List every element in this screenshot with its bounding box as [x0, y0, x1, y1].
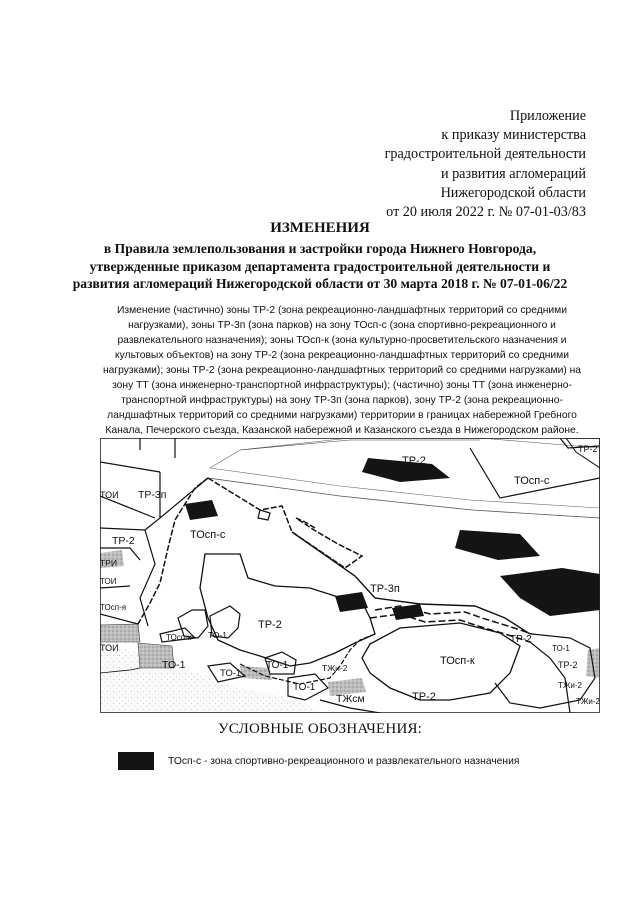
map-label: ТОИ: [100, 643, 119, 653]
map-label: ТЖи-2: [558, 681, 582, 690]
appendix-line: градостроительной деятельности: [384, 146, 586, 163]
document-subtitle: [40, 240, 600, 293]
appendix-line: к приказу министерства: [441, 127, 586, 144]
map-label: ТО-1: [162, 659, 186, 671]
description-line: Изменение (частично) зоны ТР-2 (зона рекреационно-ландшафтных территорий со средними: [116, 305, 568, 316]
appendix-block: [385, 107, 586, 222]
map-label: ТО-1: [552, 644, 570, 653]
description-line: зону ТТ (зона инженерно-транспортной инфраструктуры); (частично) зоны ТТ (зона инженерно-: [112, 380, 572, 391]
appendix-line: и развития агломераций: [440, 165, 586, 182]
description-line: транспортной инфраструктуры) на зону ТР-3п (зона парков), зону ТР-2 (зона рекреационно-: [121, 395, 563, 406]
appendix-line: от 20 июля 2022 г. № 07-01-03/83: [386, 204, 586, 221]
appendix-line: Нижегородской области: [440, 184, 586, 201]
zoning-map: [100, 438, 600, 713]
map-label: ТОИ: [100, 577, 117, 586]
map-label: ТОсп-к: [440, 655, 475, 667]
legend-item-text: ТОсп-с - зона спортивно-рекреационного и развлекательного назначения: [168, 755, 520, 767]
map-label: ТР-2: [558, 660, 578, 670]
map-label: ТЖсм: [336, 693, 365, 705]
map-label: ТОсп-с: [514, 475, 550, 487]
map-label: ТЖи-2: [322, 663, 348, 673]
document-title: ИЗМЕНЕНИЯ: [270, 220, 370, 236]
map-label: ТЖи-2: [576, 697, 600, 706]
legend-item: [118, 751, 519, 771]
description-line: нагрузками); зоны ТР-2 (зона рекреационно-ландшафтных территорий со средними нагрузками) на: [102, 365, 582, 376]
map-label: ТР-2: [258, 619, 282, 631]
map-label: ТОсп-с: [190, 529, 226, 541]
description-line: нагрузками), зоны ТР-3п (зона парков) на зону ТОсп-с (зона спортивно-рекреационного и: [128, 320, 556, 331]
map-label: ТР-2: [402, 455, 426, 467]
map-label: ТОсп-к: [166, 633, 192, 642]
map-label: ТРИ: [100, 558, 117, 568]
map-label: ТО-1: [220, 668, 242, 679]
description-line: Канала, Печерского съезда, Казанской набережной и Казанского съезда в Нижегородском районе.: [105, 425, 579, 436]
subtitle-line: развития агломераций Нижегородской области от 30 марта 2018 г. № 07-01-06/22: [72, 276, 568, 291]
change-description: [86, 303, 598, 438]
description-line: культовых объектов) на зону ТР-2 (зона рекреационно-ландшафтных территорий со средними: [115, 350, 569, 361]
grey-structure: [100, 624, 140, 642]
map-label: ТР-2: [112, 535, 135, 547]
subtitle-line: в Правила землепользования и застройки города Нижнего Новгорода,: [103, 241, 537, 256]
map-label: ТО-1: [208, 630, 227, 640]
map-label: ТОИ: [100, 490, 119, 500]
appendix-line: Приложение: [509, 108, 586, 124]
map-label: ТР-2: [510, 634, 532, 645]
map-label: ТО-1: [266, 660, 289, 671]
description-line: развлекательного назначения); зоны ТОсп-к (зона культурно-просветительского назначения и: [117, 335, 567, 346]
map-label: ТР-3п: [370, 583, 400, 595]
legend-heading: УСЛОВНЫЕ ОБОЗНАЧЕНИЯ:: [217, 721, 423, 737]
map-label: ТР-2: [412, 691, 436, 703]
subtitle-line: утвержденные приказом департамента градостроительной деятельности и: [89, 258, 551, 274]
description-line: ландшафтных территорий со средними нагрузками) территории в границах набережной Гребного: [107, 410, 577, 421]
map-label: ТР-3п: [138, 489, 167, 501]
map-label: ТО-1: [293, 682, 316, 693]
map-label: ТОсп-я: [100, 603, 127, 612]
legend-swatch: [118, 752, 154, 770]
map-label: ТР-2: [578, 444, 598, 454]
